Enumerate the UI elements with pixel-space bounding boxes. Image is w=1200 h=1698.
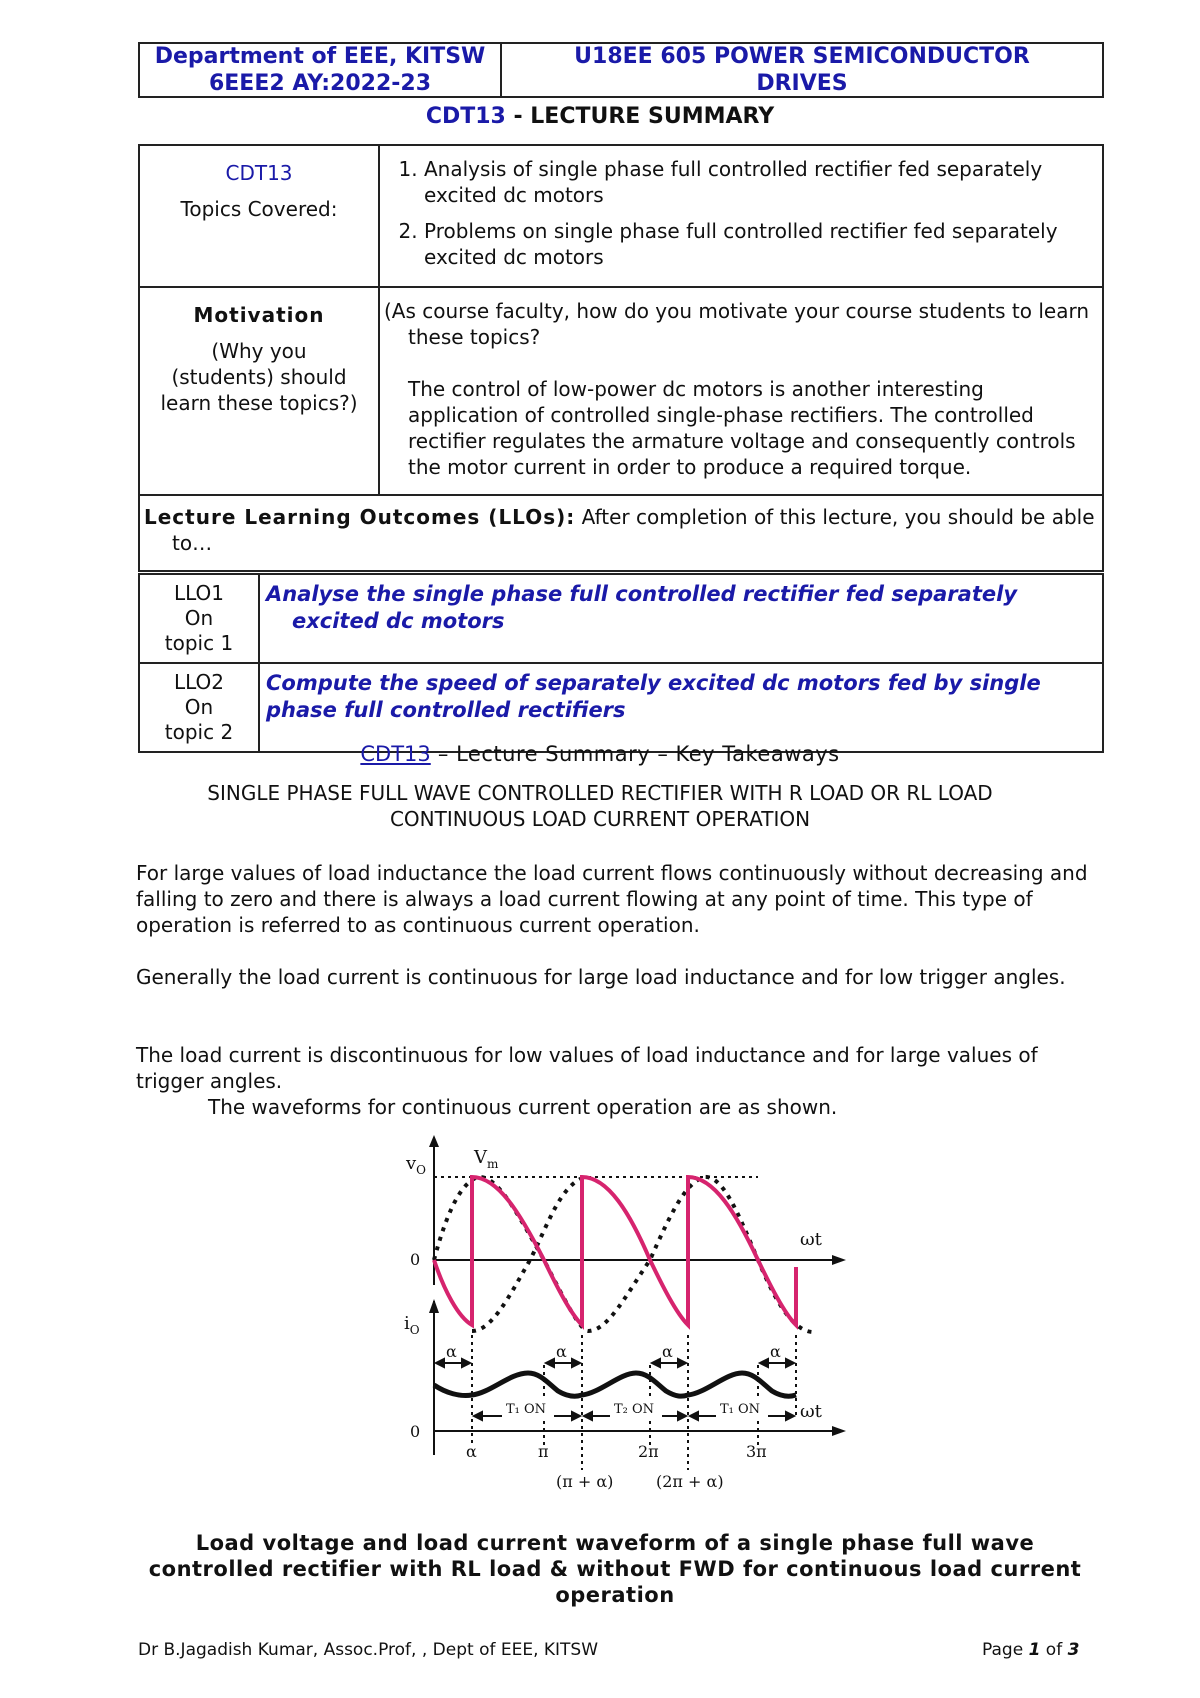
- llo1-text: Analyse the single phase full controlled rectifier fed separately excited dc motors: [266, 582, 1018, 633]
- zero-label-lower: 0: [410, 1422, 421, 1441]
- llo-heading: Lecture Learning Outcomes (LLOs):: [144, 505, 576, 529]
- footer-page: [982, 1640, 1079, 1660]
- header-dept-line1: Department of EEE, KITSW: [154, 44, 486, 69]
- llo2-topic: On topic 2: [164, 695, 234, 744]
- t1-on-label-1: T₁ ON: [506, 1402, 547, 1417]
- motivation-row: [139, 287, 1103, 495]
- llo1-id: LLO1: [173, 581, 225, 605]
- wt-label-lower: ωt: [800, 1401, 822, 1422]
- t2-on-label: T₂ ON: [614, 1402, 655, 1417]
- page-title: [0, 104, 1200, 129]
- topic-item-2: 2. Problems on single phase full controlled rectifier fed separately excited dc motors: [424, 218, 1092, 270]
- header-department: [140, 44, 502, 96]
- topics-label-cell: [139, 145, 379, 287]
- topic-item-1: 1. Analysis of single phase full controlled rectifier fed separately excited dc motors: [424, 156, 1092, 208]
- footer-of-word: of: [1040, 1640, 1068, 1660]
- llo2-text: Compute the speed of separately excited dc motors fed by single phase full controlled rectifiers: [266, 671, 1041, 722]
- llo1-topic: On topic 1: [164, 606, 234, 655]
- section-heading-text: SINGLE PHASE FULL WAVE CONTROLLED RECTIFIER WITH R LOAD OR RL LOAD CONTINUOUS LOAD CURRENT OPERATION: [207, 781, 993, 831]
- alpha-arrows: [436, 1359, 794, 1367]
- paragraph-2: Generally the load current is continuous for large load inductance and for low trigger angles.: [136, 965, 1066, 989]
- vo-axis-arrow: [429, 1135, 439, 1147]
- header-dept-line2: 6EEE2 AY:2022-23: [208, 71, 432, 96]
- x-tick-2pi: 2π: [638, 1442, 659, 1461]
- key-takeaways-title: [0, 742, 1200, 766]
- io-label: $i_O$: [404, 1313, 420, 1337]
- llo2-label-cell: [139, 663, 259, 752]
- alpha-label-2: α: [556, 1342, 567, 1361]
- title-rest: - LECTURE SUMMARY: [505, 104, 775, 129]
- llo1-text-cell: [259, 574, 1103, 663]
- motivation-body: The control of low-power dc motors is another interesting application of controlled single-phase rectifiers. The controlled rectifier regulates the armature voltage and consequently controls the motor current in order to produce a required torque.: [408, 377, 1076, 479]
- key-takeaways-rest: – Lecture Summary – Key Takeaways: [430, 742, 840, 766]
- io-axis-arrow: [429, 1299, 439, 1313]
- topics-code: CDT13: [225, 161, 293, 185]
- topics-row: [139, 145, 1103, 287]
- header-box: [138, 42, 1104, 98]
- footer-page-num: 1: [1028, 1640, 1041, 1660]
- footer-page-total: 3: [1067, 1640, 1080, 1660]
- title-code: CDT13: [425, 104, 506, 129]
- llo-table: [138, 573, 1104, 753]
- alpha-label-3: α: [662, 1342, 673, 1361]
- t1-on-label-2: T₁ ON: [720, 1402, 761, 1417]
- x-tick-alpha: α: [466, 1442, 477, 1461]
- topics-list: [394, 156, 1092, 270]
- topics-list-cell: [379, 145, 1103, 287]
- motivation-text-cell: [379, 287, 1103, 495]
- llo2-id: LLO2: [173, 670, 225, 694]
- figure-caption: Load voltage and load current waveform of a single phase full wave controlled rectifier with RL load & without FWD for continuous load current operation: [148, 1531, 1082, 1607]
- wt-label-upper: ωt: [800, 1229, 822, 1250]
- header-course-line1: U18EE 605 POWER SEMICONDUCTOR: [574, 44, 1030, 69]
- x-tick-3pi: 3π: [746, 1442, 767, 1461]
- motivation-label-cell: [139, 287, 379, 495]
- wt-axis-upper-arrow: [832, 1255, 846, 1265]
- zero-label-upper: 0: [410, 1250, 421, 1269]
- llo-heading-cell: [139, 495, 1103, 571]
- load-voltage-waveform: [434, 1177, 796, 1325]
- x-tick-pi: π: [538, 1442, 549, 1461]
- header-course: [502, 44, 1102, 96]
- paragraph-1: For large values of load inductance the load current flows continuously without decreasing and falling to zero and there is always a load current flowing at any point of time. This type of operation is referred to as continuous current operation.: [136, 861, 1088, 937]
- vo-label: $v_O$: [406, 1153, 427, 1177]
- llo2-text-cell: [259, 663, 1103, 752]
- llo1-label-cell: [139, 574, 259, 663]
- motivation-heading: Motivation: [193, 303, 325, 327]
- llo-row-2: [139, 663, 1103, 752]
- paragraph-3: The load current is discontinuous for low values of load inductance and for large values of trigger angles.: [136, 1043, 1038, 1093]
- footer-author: Dr B.Jagadish Kumar, Assoc.Prof, , Dept of EEE, KITSW: [138, 1640, 599, 1660]
- section-heading: [0, 780, 1200, 832]
- topics-label: Topics Covered:: [180, 197, 338, 221]
- summary-table: [138, 144, 1104, 572]
- alpha-label-4: α: [770, 1342, 781, 1361]
- alpha-label-1: α: [446, 1342, 457, 1361]
- header-course-line2: DRIVES: [756, 71, 848, 96]
- footer-page-word: Page: [982, 1640, 1029, 1660]
- x-tick-pi-alpha: (π + α): [556, 1472, 614, 1491]
- wt-axis-lower-arrow: [832, 1426, 846, 1436]
- key-takeaways-code[interactable]: CDT13: [360, 742, 431, 766]
- motivation-sub: (Why you (students) should learn these topics?): [160, 339, 358, 415]
- vm-label: $V_m$: [474, 1147, 499, 1171]
- llo-row-1: [139, 574, 1103, 663]
- waveform-figure: [380, 1135, 860, 1515]
- load-current-waveform: [434, 1373, 796, 1396]
- paragraph-4: The waveforms for continuous current operation are as shown.: [208, 1095, 838, 1119]
- motivation-prompt: (As course faculty, how do you motivate your course students to learn these topics?: [384, 299, 1089, 349]
- llo-heading-row: [139, 495, 1103, 571]
- llo-heading-rest: After completion of this lecture, you should be able to…: [172, 505, 1095, 555]
- x-tick-2pi-alpha: (2π + α): [656, 1472, 724, 1491]
